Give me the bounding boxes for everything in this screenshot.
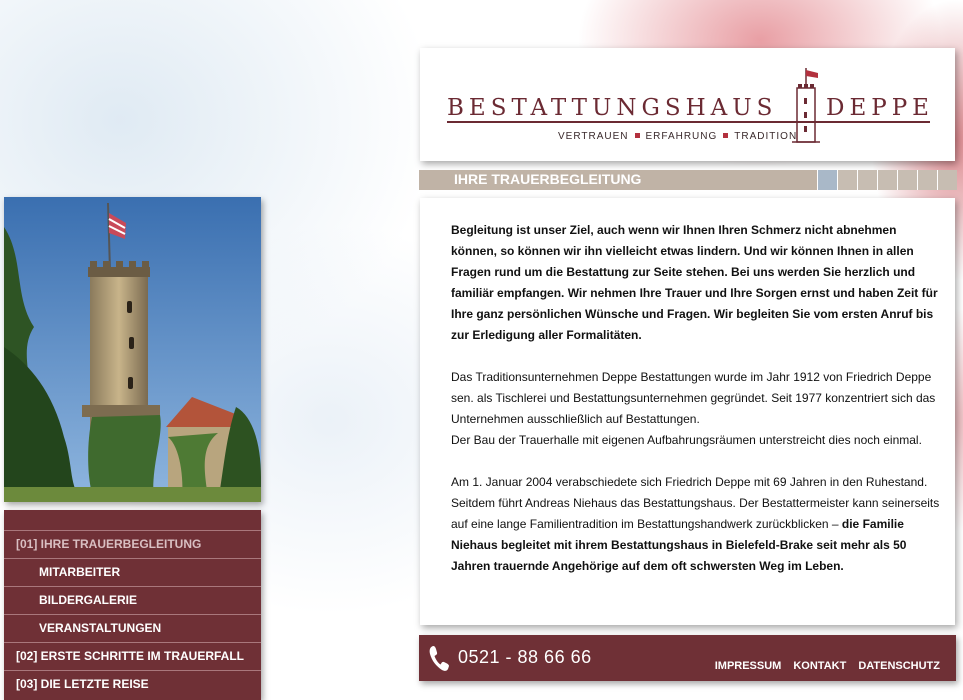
nav-item-bildergalerie[interactable]: BILDERGALERIE	[4, 586, 261, 614]
succession-paragraph	[451, 472, 941, 577]
site-footer	[419, 635, 956, 681]
title-bar-square[interactable]	[817, 170, 837, 190]
title-bar-square[interactable]	[937, 170, 957, 190]
title-bar-square[interactable]	[837, 170, 857, 190]
intro-paragraph	[451, 220, 941, 346]
square-bullet-icon	[723, 133, 728, 138]
tower-photo	[4, 197, 261, 502]
title-bar-square[interactable]	[897, 170, 917, 190]
footer-links	[715, 660, 940, 672]
site-header	[420, 48, 955, 161]
title-bar-square[interactable]	[877, 170, 897, 190]
logo-tagline	[558, 131, 797, 142]
tagline-word: ERFAHRUNG	[645, 131, 718, 142]
kontakt-link[interactable]: KONTAKT	[793, 660, 847, 672]
logo-name-left: BESTATTUNGSHAUS	[447, 95, 778, 121]
nav-item-trauerbegleitung[interactable]: [01] IHRE TRAUERBEGLEITUNG	[4, 530, 261, 558]
phone-number[interactable]: 0521 - 88 66 66	[458, 647, 592, 667]
tagline-word: TRADITION	[734, 131, 798, 142]
section-title-bar	[419, 170, 957, 190]
intro-text: Begleitung ist unser Ziel, auch wenn wir Ihnen Ihren Schmerz nicht abnehmen können, so können wir ihn vielleicht etwas lindern. Und wir können Ihnen in allen Fragen rund um die Bestattung zur Seite stehen. Bei uns werden Sie herzlich und familiär empfangen. Wir nehmen Ihre Trauer und Ihre Sorgen ernst und haben Zeit für Ihre ganz persönlichen Wünsche und Fragen. Wir begleiten Sie vom ersten Anruf bis zur Erledigung aller Formalitäten.	[451, 223, 938, 342]
history-paragraph	[451, 367, 941, 451]
title-bar-squares	[817, 170, 957, 190]
main-navigation	[4, 510, 261, 700]
datenschutz-link[interactable]: DATENSCHUTZ	[858, 660, 940, 672]
impressum-link[interactable]: IMPRESSUM	[714, 660, 782, 672]
tagline-word: VERTRAUEN	[558, 131, 629, 142]
square-bullet-icon	[635, 133, 640, 138]
nav-item-mitarbeiter[interactable]: MITARBEITER	[4, 558, 261, 586]
history-text-2: Der Bau der Trauerhalle mit eigenen Aufbahrungsräumen unterstreicht dies noch einmal.	[451, 433, 922, 447]
logo-divider	[447, 121, 930, 123]
logo-name-right: DEPPE	[826, 95, 934, 121]
history-text: Das Traditionsunternehmen Deppe Bestattungen wurde im Jahr 1912 von Friedrich Deppe sen. als Tischlerei und Bestattungsunternehmen gegründet. Seit 1977 konzentriert sich das Unternehmen ausschließlich auf Bestattungen.	[451, 370, 936, 426]
nav-item-veranstaltungen[interactable]: VERANSTALTUNGEN	[4, 614, 261, 642]
main-content	[420, 198, 955, 625]
section-title: IHRE TRAUERBEGLEITUNG	[454, 171, 642, 187]
title-bar-square[interactable]	[917, 170, 937, 190]
nav-item-erste-schritte[interactable]: [02] ERSTE SCHRITTE IM TRAUERFALL	[4, 642, 261, 670]
nav-item-letzte-reise[interactable]: [03] DIE LETZTE REISE	[4, 670, 261, 698]
title-bar-square[interactable]	[857, 170, 877, 190]
succession-text: Am 1. Januar 2004 verabschiedete sich Friedrich Deppe mit 69 Jahren in den Ruhestand. Seitdem führt Andreas Niehaus das Bestattungshaus. Der Bestattermeister kann seinerseits auf eine lange Familientradition im Bestattungshandwerk zurückblicken –	[451, 475, 940, 531]
phone-icon	[428, 644, 450, 672]
succession-bold-text: die Familie Niehaus begleitet mit ihrem Bestattungshaus in Bielefeld-Brake seit mehr als 50 Jahren trauernde Angehörige auf dem oft schwersten Weg im Leben.	[451, 517, 907, 573]
